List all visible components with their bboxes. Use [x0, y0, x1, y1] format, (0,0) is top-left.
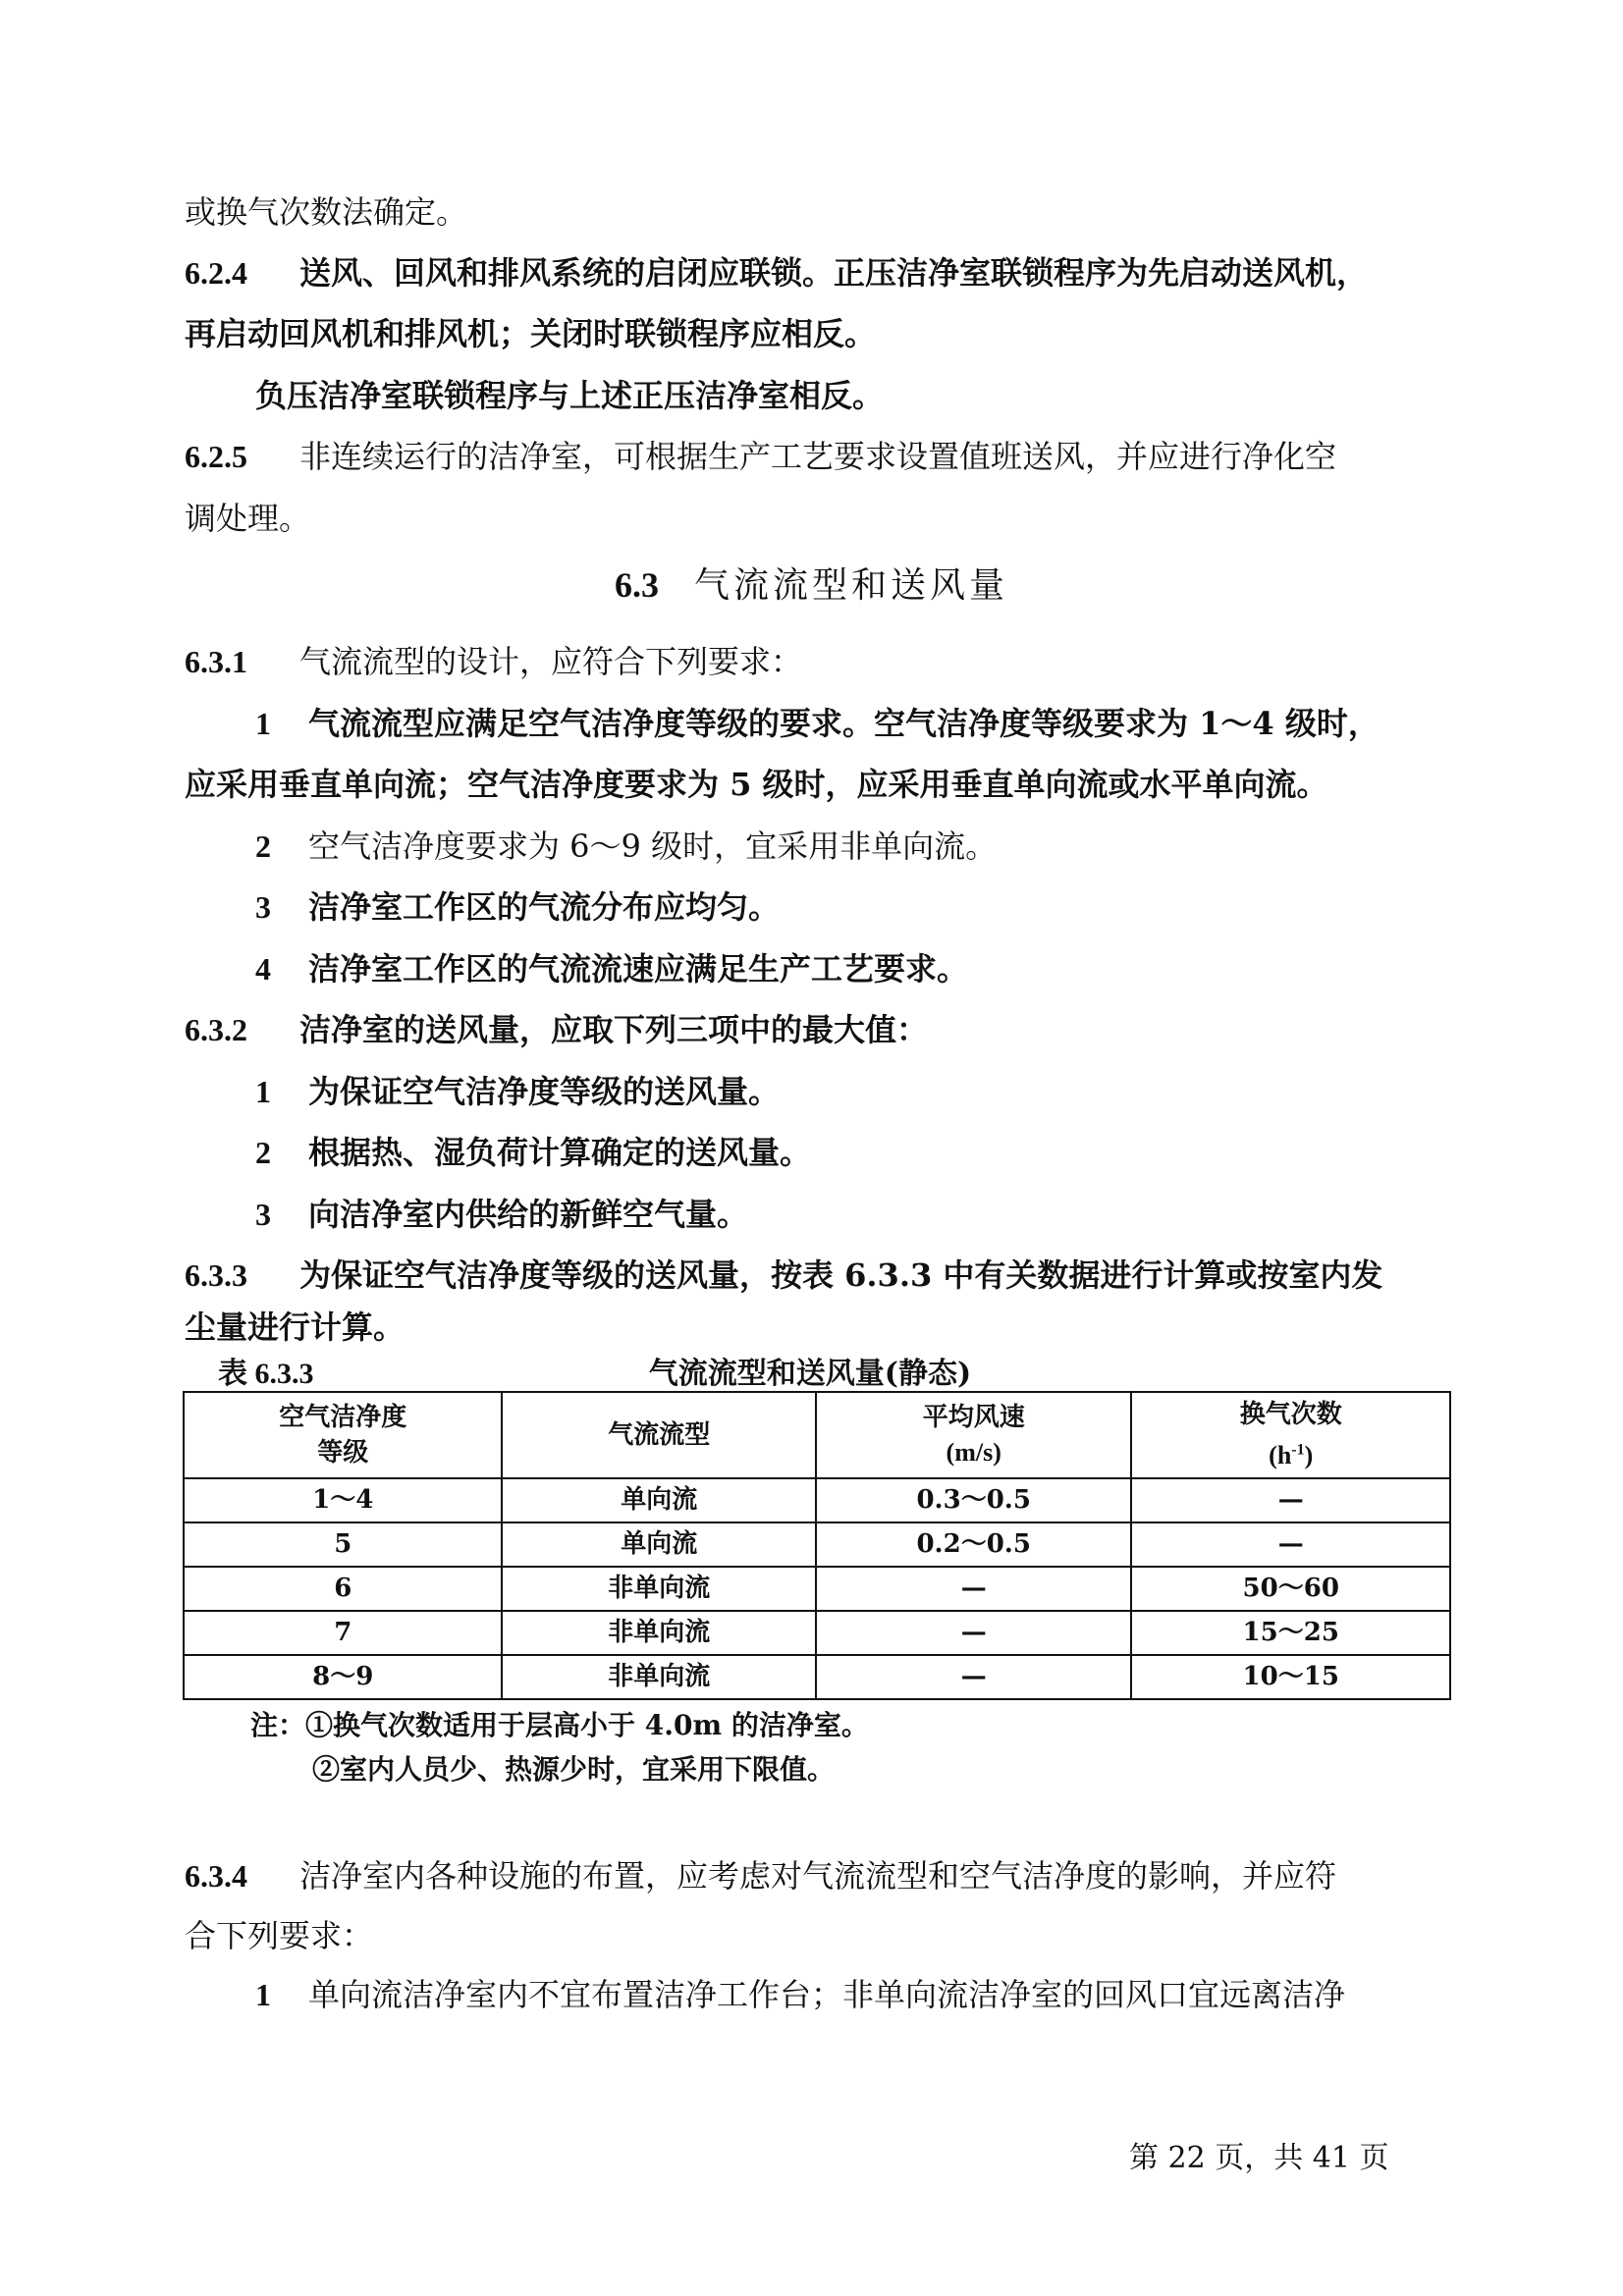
list-item: 2 空气洁净度要求为 6～9 级时，宜采用非单向流。 — [255, 828, 998, 865]
list-item: 1 气流流型应满足空气洁净度等级的要求。空气洁净度等级要求为 1～4 级时， — [255, 705, 1380, 742]
header-cell: 空气洁净度 等级 — [184, 1392, 502, 1478]
clause-number: 6.3.2 — [185, 1012, 247, 1047]
clause-number: 6.2.5 — [185, 439, 247, 474]
page-footer: 第 22 页，共 41 页 — [1129, 2141, 1389, 2175]
section-heading — [0, 563, 1623, 608]
header-cell: 气流流型 — [502, 1392, 815, 1478]
note-label: 注： — [250, 1709, 306, 1741]
header-cell: 换气次数 $(h^{-1})$ — [1131, 1392, 1450, 1478]
clause-6-2-5-cont: 调处理。 — [185, 500, 311, 537]
list-item: 4 洁净室工作区的气流流速应满足生产工艺要求。 — [255, 950, 969, 988]
table-row: 1～4 单向流 0.3～0.5 — — [184, 1478, 1450, 1522]
table-header-row — [184, 1392, 1450, 1478]
clause-number: 6.3.3 — [185, 1257, 247, 1293]
table-id: 表 6.3.3 — [218, 1358, 314, 1390]
header-cell: 平均风速 (m/s) — [816, 1392, 1132, 1478]
clause-6-2-4-cont: 再启动回风机和排风机；关闭时联锁程序应相反。 — [185, 315, 877, 352]
clause-6-2-4 — [185, 253, 1451, 293]
section-number: 6.3 — [614, 565, 659, 605]
table-row: 5 单向流 0.2～0.5 — — [184, 1522, 1450, 1567]
clause-6-3-4-cont: 合下列要求： — [185, 1917, 374, 1954]
clause-6-2-4-para2: 负压洁净室联锁程序与上述正压洁净室相反。 — [255, 377, 885, 414]
list-item: 1 为保证空气洁净度等级的送风量。 — [255, 1073, 781, 1110]
clause-text: 为保证空气洁净度等级的送风量，按表 6.3.3 中有关数据进行计算或按室内发 — [299, 1256, 1383, 1294]
clause-6-3-4 — [185, 1856, 1451, 1896]
clause-text: 非连续运行的洁净室，可根据生产工艺要求设置值班送风，并应进行净化空 — [299, 438, 1337, 475]
table-row: 6 非单向流 — 50～60 — [184, 1567, 1450, 1611]
clause-6-3-2 — [185, 1010, 1451, 1049]
list-item-cont: 应采用垂直单向流；空气洁净度要求为 5 级时，应采用垂直单向流或水平单向流。 — [185, 766, 1328, 803]
list-item: 3 向洁净室内供给的新鲜空气量。 — [255, 1196, 749, 1233]
clause-number: 6.3.4 — [185, 1858, 247, 1894]
clause-number: 6.3.1 — [185, 644, 247, 679]
section-title: 气流流型和送风量 — [693, 565, 1008, 606]
airflow-table — [183, 1391, 1451, 1700]
clause-6-3-3 — [185, 1255, 1451, 1295]
clause-number: 6.2.4 — [185, 255, 247, 291]
list-item: 3 洁净室工作区的气流分布应均匀。 — [255, 888, 781, 926]
table-row: 7 非单向流 — 15～25 — [184, 1611, 1450, 1655]
clause-6-2-5 — [185, 437, 1451, 476]
table-note-2: ②室内人员少、热源少时，宜采用下限值。 — [312, 1753, 836, 1786]
clause-text: 送风、回风和排风系统的启闭应联锁。正压洁净室联锁程序为先启动送风机， — [299, 254, 1369, 292]
table-row: 8～9 非单向流 — 10～15 — [184, 1655, 1450, 1699]
clause-text: 洁净室内各种设施的布置，应考虑对气流流型和空气洁净度的影响，并应符 — [299, 1857, 1337, 1895]
list-item: 2 根据热、湿负荷计算确定的送风量。 — [255, 1134, 812, 1171]
table-title: 气流流型和送风量(静态) — [648, 1357, 972, 1391]
clause-text: 气流流型的设计，应符合下列要求： — [299, 643, 803, 680]
list-item: 1 单向流洁净室内不宜布置洁净工作台；非单向流洁净室的回风口宜远离洁净 — [255, 1976, 1346, 2013]
clause-6-3-3-cont: 尘量进行计算。 — [185, 1308, 406, 1346]
clause-6-3-1 — [185, 642, 1451, 681]
table-note-1: 注：①换气次数适用于层高小于 4.0m 的洁净室。 — [250, 1709, 869, 1741]
paragraph-continuation: 或换气次数法确定。 — [185, 193, 468, 231]
clause-text: 洁净室的送风量，应取下列三项中的最大值： — [299, 1011, 929, 1048]
